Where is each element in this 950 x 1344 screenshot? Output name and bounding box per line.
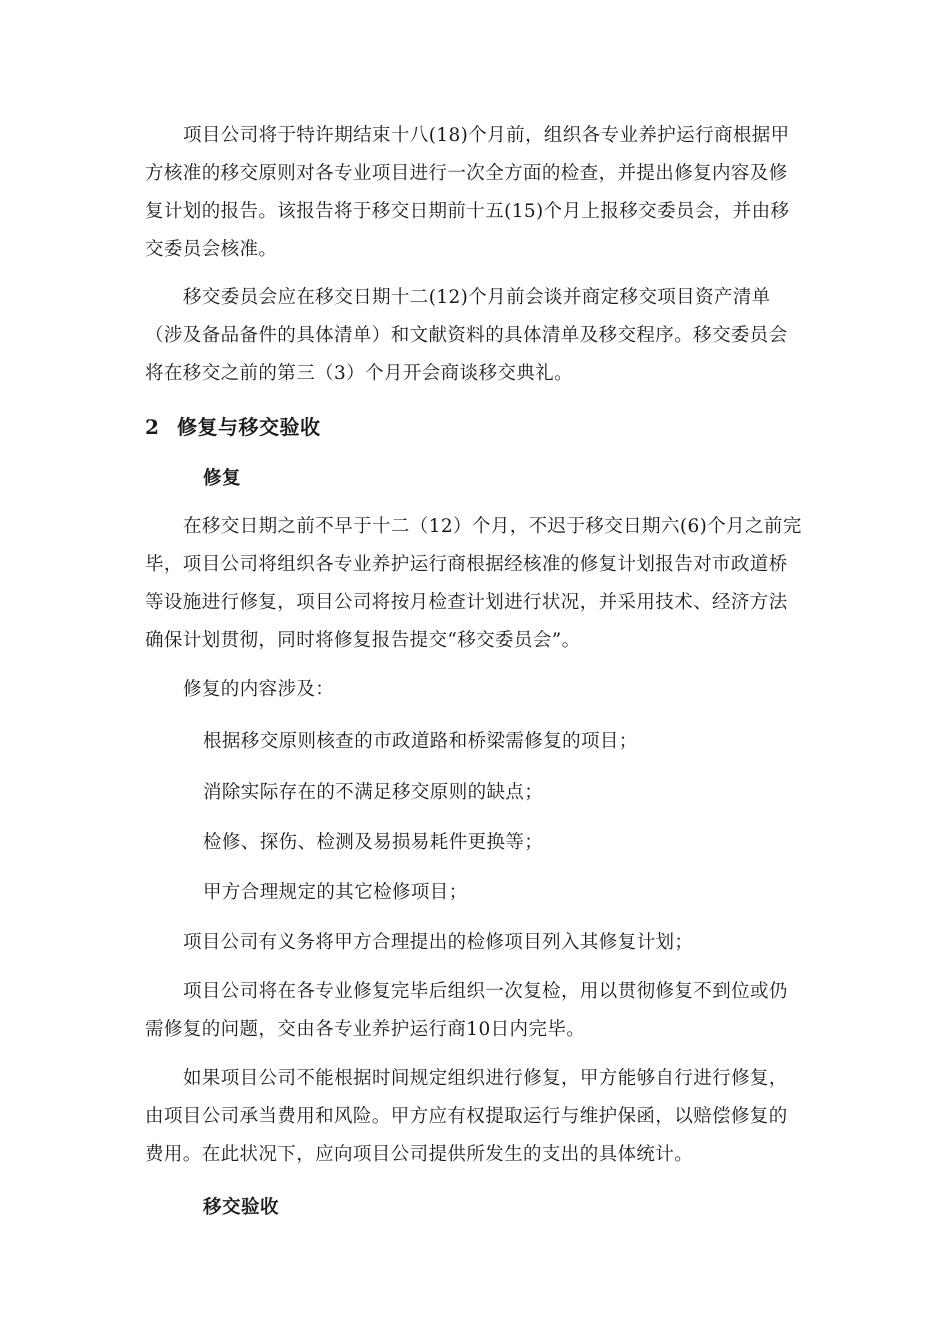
list-item: 检修、探伤、检测及易损易耗件更换等；: [203, 832, 544, 853]
paragraph-4: 修复的内容涉及：: [183, 679, 335, 700]
paragraph-1-line-2: 方核准的移交原则对各专业项目进行一次全方面的检查，并提出修复内容及修: [145, 163, 788, 184]
paragraph-2-line-2: （涉及备品备件的具体清单）和文献资料的具体清单及移交程序。移交委员会: [145, 325, 788, 346]
paragraph-7-line-1: 如果项目公司不能根据时间规定组织进行修复，甲方能够自行进行修复，: [183, 1068, 788, 1089]
subheading-acceptance: 移交验收: [203, 1197, 280, 1218]
paragraph-1-line-3: 复计划的报告。该报告将于移交日期前十五(15)个月上报移交委员会，并由移: [145, 201, 790, 222]
paragraph-2-line-3: 将在移交之前的第三（3）个月开会商谈移交典礼。: [145, 363, 573, 384]
paragraph-6-line-1: 项目公司将在各专业修复完毕后组织一次复检，用以贯彻修复不到位或仍: [183, 981, 788, 1002]
paragraph-3-line-4: 确保计划贯彻，同时将修复报告提交“移交委员会”。: [145, 630, 581, 651]
paragraph-6-line-2: 需修复的问题，交由各专业养护运行商10日内完毕。: [145, 1019, 586, 1040]
section-heading: [145, 411, 321, 440]
list-item: 根据移交原则核查的市政道路和桥梁需修复的项目；: [203, 731, 638, 752]
section-title: 修复与移交验收: [177, 415, 321, 439]
paragraph-3-line-3: 等设施进行修复，项目公司将按月检查计划进行状况，并采用技术、经济方法: [145, 592, 788, 613]
section-number: 2: [145, 415, 160, 439]
paragraph-7-line-3: 费用。在此状况下，应向项目公司提供所发生的支出的具体统计。: [145, 1144, 694, 1165]
paragraph-3-line-2: 毕，项目公司将组织各专业养护运行商根据经核准的修复计划报告对市政道桥: [145, 554, 788, 575]
paragraph-1-line-4: 交委员会核准。: [145, 239, 278, 260]
paragraph-7-line-2: 由项目公司承当费用和风险。甲方应有权提取运行与维护保函，以赔偿修复的: [145, 1106, 788, 1127]
paragraph-5: 项目公司有义务将甲方合理提出的检修项目列入其修复计划；: [183, 932, 694, 953]
paragraph-3-line-1: 在移交日期之前不早于十二（12）个月，不迟于移交日期六(6)个月之前完: [183, 516, 802, 537]
subheading-repair: 修复: [203, 468, 242, 489]
list-item: 甲方合理规定的其它检修项目；: [203, 882, 468, 903]
list-item: 消除实际存在的不满足移交原则的缺点；: [203, 782, 544, 803]
paragraph-1-line-1: 项目公司将于特许期结束十八(18)个月前，组织各专业养护运行商根据甲: [183, 125, 790, 146]
paragraph-2-line-1: 移交委员会应在移交日期十二(12)个月前会谈并商定移交项目资产清单: [183, 287, 771, 308]
